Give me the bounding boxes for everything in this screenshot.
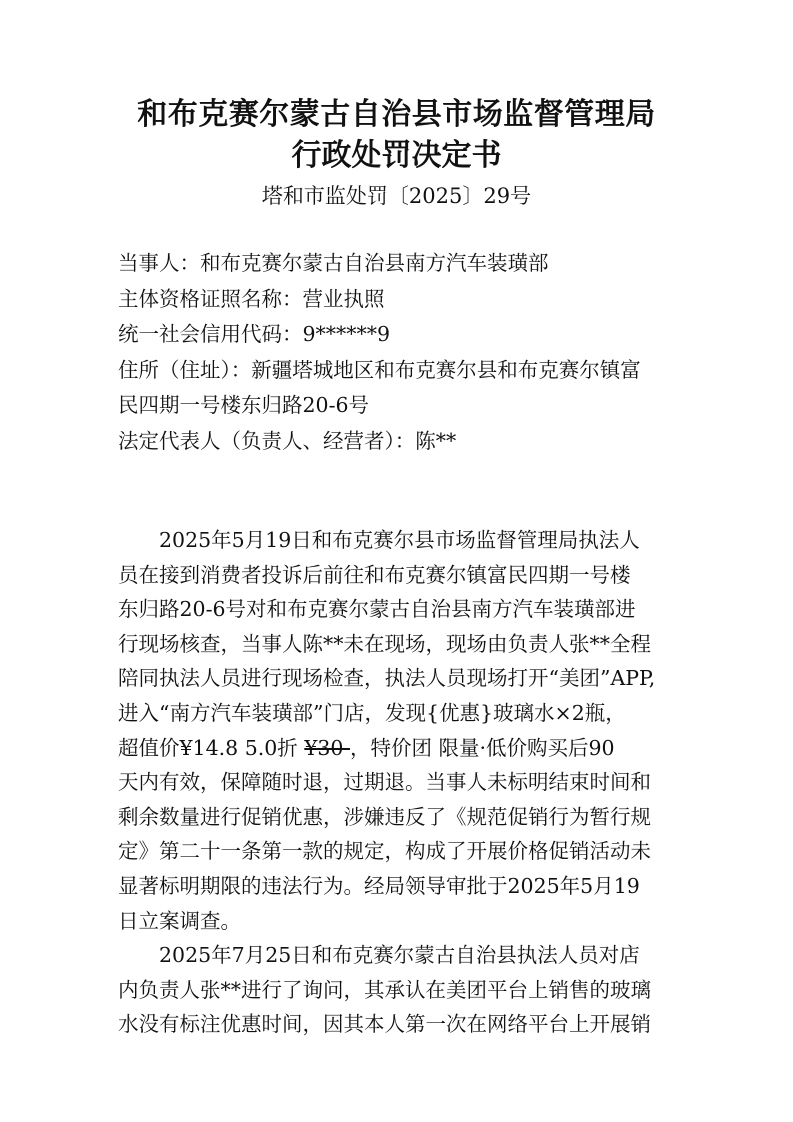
- paragraph-line: 显著标明期限的违法行为。经局领导审批于2025年5月19: [118, 873, 640, 898]
- party-info-block: [118, 246, 688, 460]
- address-line-1: 住所（住址）：新疆塔城地区和布克赛尔县和布克赛尔镇富: [118, 357, 641, 382]
- document-title-type: 行政处罚决定书: [291, 138, 502, 173]
- paragraph-line: 2025年5月19日和布克赛尔县市场监督管理局执法人: [159, 528, 640, 552]
- paragraph-line: 2025年7月25日和布克赛尔蒙古自治县执法人员对店: [159, 943, 640, 968]
- promotion-text: ，特价团 限量·低价购买后90: [349, 735, 615, 760]
- paragraph-case-facts: [118, 523, 684, 938]
- paragraph-line: 进入“南方汽车装璜部”门店，发现{优惠}玻璃水×2瓶，: [118, 700, 626, 725]
- legal-representative-line: 法定代表人（负责人、经营者）：陈**: [118, 428, 457, 453]
- paragraph-line: 定》第二十一条第一款的规定，构成了开展价格促销活动未: [118, 839, 651, 864]
- party-name-line: 当事人：和布克赛尔蒙古自治县南方汽车装璜部: [118, 251, 549, 275]
- paragraph-line: 日立案调查。: [118, 908, 241, 933]
- document-body: [118, 523, 684, 1042]
- document-number: 塔和市监处罚〔2025〕29号: [261, 184, 532, 208]
- original-price-struck: ¥30: [304, 735, 350, 760]
- credit-code-line: 统一社会信用代码：9******9: [118, 322, 391, 347]
- paragraph-line: 天内有效，保障随时退，过期退。当事人未标明结束时间和: [118, 770, 651, 795]
- license-name-line: 主体资格证照名称：营业执照: [118, 286, 385, 311]
- paragraph-line: 行现场核查，当事人陈**未在现场，现场由负责人张**全程: [118, 631, 651, 656]
- address-line-2: 民四期一号楼东归路20-6号: [118, 393, 370, 418]
- paragraph-line: 剩余数量进行促销优惠，涉嫌违反了《规范促销行为暂行规: [118, 804, 651, 829]
- current-price-text: 超值价¥14.8 5.0折: [118, 735, 305, 760]
- paragraph-line: 陪同执法人员进行现场检查，执法人员现场打开“美团”APP,: [118, 666, 656, 691]
- paragraph-line-price: [118, 731, 684, 766]
- paragraph-inquiry: [118, 938, 684, 1042]
- document-title-authority: 和布克赛尔蒙古自治县市场监督管理局: [137, 97, 656, 132]
- paragraph-line: 水没有标注优惠时间，因其本人第一次在网络平台上开展销: [118, 1012, 651, 1037]
- paragraph-line: 员在接到消费者投诉后前往和布克赛尔镇富民四期一号楼: [118, 562, 631, 587]
- paragraph-line: 内负责人张**进行了询问，其承认在美团平台上销售的玻璃: [118, 977, 651, 1002]
- paragraph-line: 东归路20-6号对和布克赛尔蒙古自治县南方汽车装璜部进: [118, 597, 636, 622]
